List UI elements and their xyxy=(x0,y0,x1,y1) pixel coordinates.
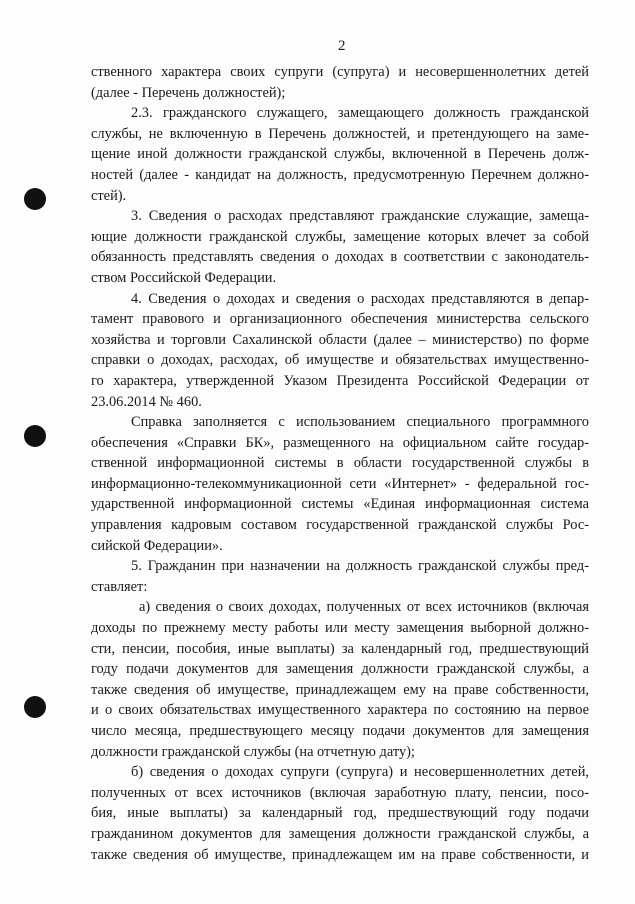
text-line: службы, не включенную в Перечень должностей, и претендующего на заме- xyxy=(91,125,589,142)
paragraph-4 xyxy=(91,289,589,413)
paragraph-2-3 xyxy=(91,103,589,206)
text-line: ностей (далее - кандидат на должность, предусмотренную Перечнем должно- xyxy=(91,166,589,183)
paragraph-spravka xyxy=(91,412,589,556)
paragraph-continuation xyxy=(91,62,589,103)
text-line: (далее - Перечень должностей); xyxy=(91,84,286,101)
text-line: а) сведения о своих доходах, полученных от всех источников (включая xyxy=(139,599,589,616)
text-line: информационно-телекоммуникационной сети «Интернет» - федеральной гос- xyxy=(91,475,589,492)
text-line: го характера, утвержденной Указом Президента Российской Федерации от xyxy=(91,372,589,389)
paragraph-3 xyxy=(91,206,589,288)
text-line: ударственной информационной системы «Единая информационная система xyxy=(91,496,589,513)
text-line: число месяца, предшествующего месяцу подачи документов для замещения xyxy=(91,723,589,739)
text-line: гражданином документов для замещения должности гражданской службы, а xyxy=(91,825,589,842)
paragraph-item-b xyxy=(91,762,589,865)
page-number: 2 xyxy=(338,38,346,54)
text-line: обязанность представлять сведения о доходах в соответствии с законодатель- xyxy=(91,249,589,266)
text-line: 3. Сведения о расходах представляют гражданские служащие, замеща- xyxy=(131,208,589,225)
punch-hole-mark xyxy=(24,188,46,210)
text-line: справки о доходах, расходах, об имуществе и обязательствах имущественно- xyxy=(91,352,589,369)
text-line: Справка заполняется с использованием специального программного xyxy=(131,414,589,431)
punch-hole-mark xyxy=(24,425,46,447)
text-line: тамент правового и организационного обеспечения министерства сельского xyxy=(91,311,589,328)
paragraph-5 xyxy=(91,556,589,597)
text-line: должности гражданской службы (на отчетную дату); xyxy=(91,743,415,760)
punch-hole-mark xyxy=(24,696,46,718)
text-line: обеспечения «Справки БК», размещенного на официальном сайте государ- xyxy=(91,434,589,451)
text-line: ющие должности гражданской службы, замещение которых влечет за собой xyxy=(91,228,589,245)
text-line: бия, иные выплаты) за календарный год, предшествующий году подачи xyxy=(91,805,589,822)
text-line: стей). xyxy=(91,187,127,204)
text-line: и о своих обязательствах имущественного характера по состоянию на первое xyxy=(91,702,589,719)
text-line: сти, пенсии, пособия, иные выплаты) за календарный год, предшествующий xyxy=(91,640,589,657)
text-line: 4. Сведения о доходах и сведения о расходах представляются в депар- xyxy=(131,290,589,307)
text-line: управления кадровым составом государственной гражданской службы Рос- xyxy=(91,517,589,534)
text-line: сийской Федерации». xyxy=(91,537,223,554)
text-line: году подачи документов для замещения должности гражданской службы, а xyxy=(91,661,589,678)
text-line: 5. Гражданин при назначении на должность гражданской службы пред- xyxy=(131,558,589,575)
text-line: 2.3. гражданского служащего, замещающего должность гражданской xyxy=(131,105,589,122)
text-line: полученных от всех источников (включая заработную плату, пенсии, посо- xyxy=(91,784,589,801)
document-body xyxy=(91,62,589,865)
text-line: хозяйства и торговли Сахалинской области (далее – министерство) по форме xyxy=(91,331,589,348)
text-line: также сведения об имуществе, принадлежащем ему на праве собственности, xyxy=(91,681,589,698)
text-line: ственного характера своих супруги (супруга) и несовершеннолетних детей xyxy=(91,64,589,80)
text-line: доходы по прежнему месту работы или месту замещения выборной должно- xyxy=(91,620,589,637)
text-line: ством Российской Федерации. xyxy=(91,269,277,286)
text-line: 23.06.2014 № 460. xyxy=(91,393,202,410)
text-line: ставляет: xyxy=(91,578,148,595)
text-line: также сведения об имуществе, принадлежащем им на праве собственности, и xyxy=(91,846,589,863)
text-line: щение иной должности гражданской службы, включенной в Перечень долж- xyxy=(91,146,589,163)
paragraph-item-a xyxy=(91,597,589,762)
text-line: ственной информационной системы в области государственной службы в xyxy=(91,455,589,472)
text-line: б) сведения о доходах супруги (супруга) и несовершеннолетних детей, xyxy=(131,764,589,781)
